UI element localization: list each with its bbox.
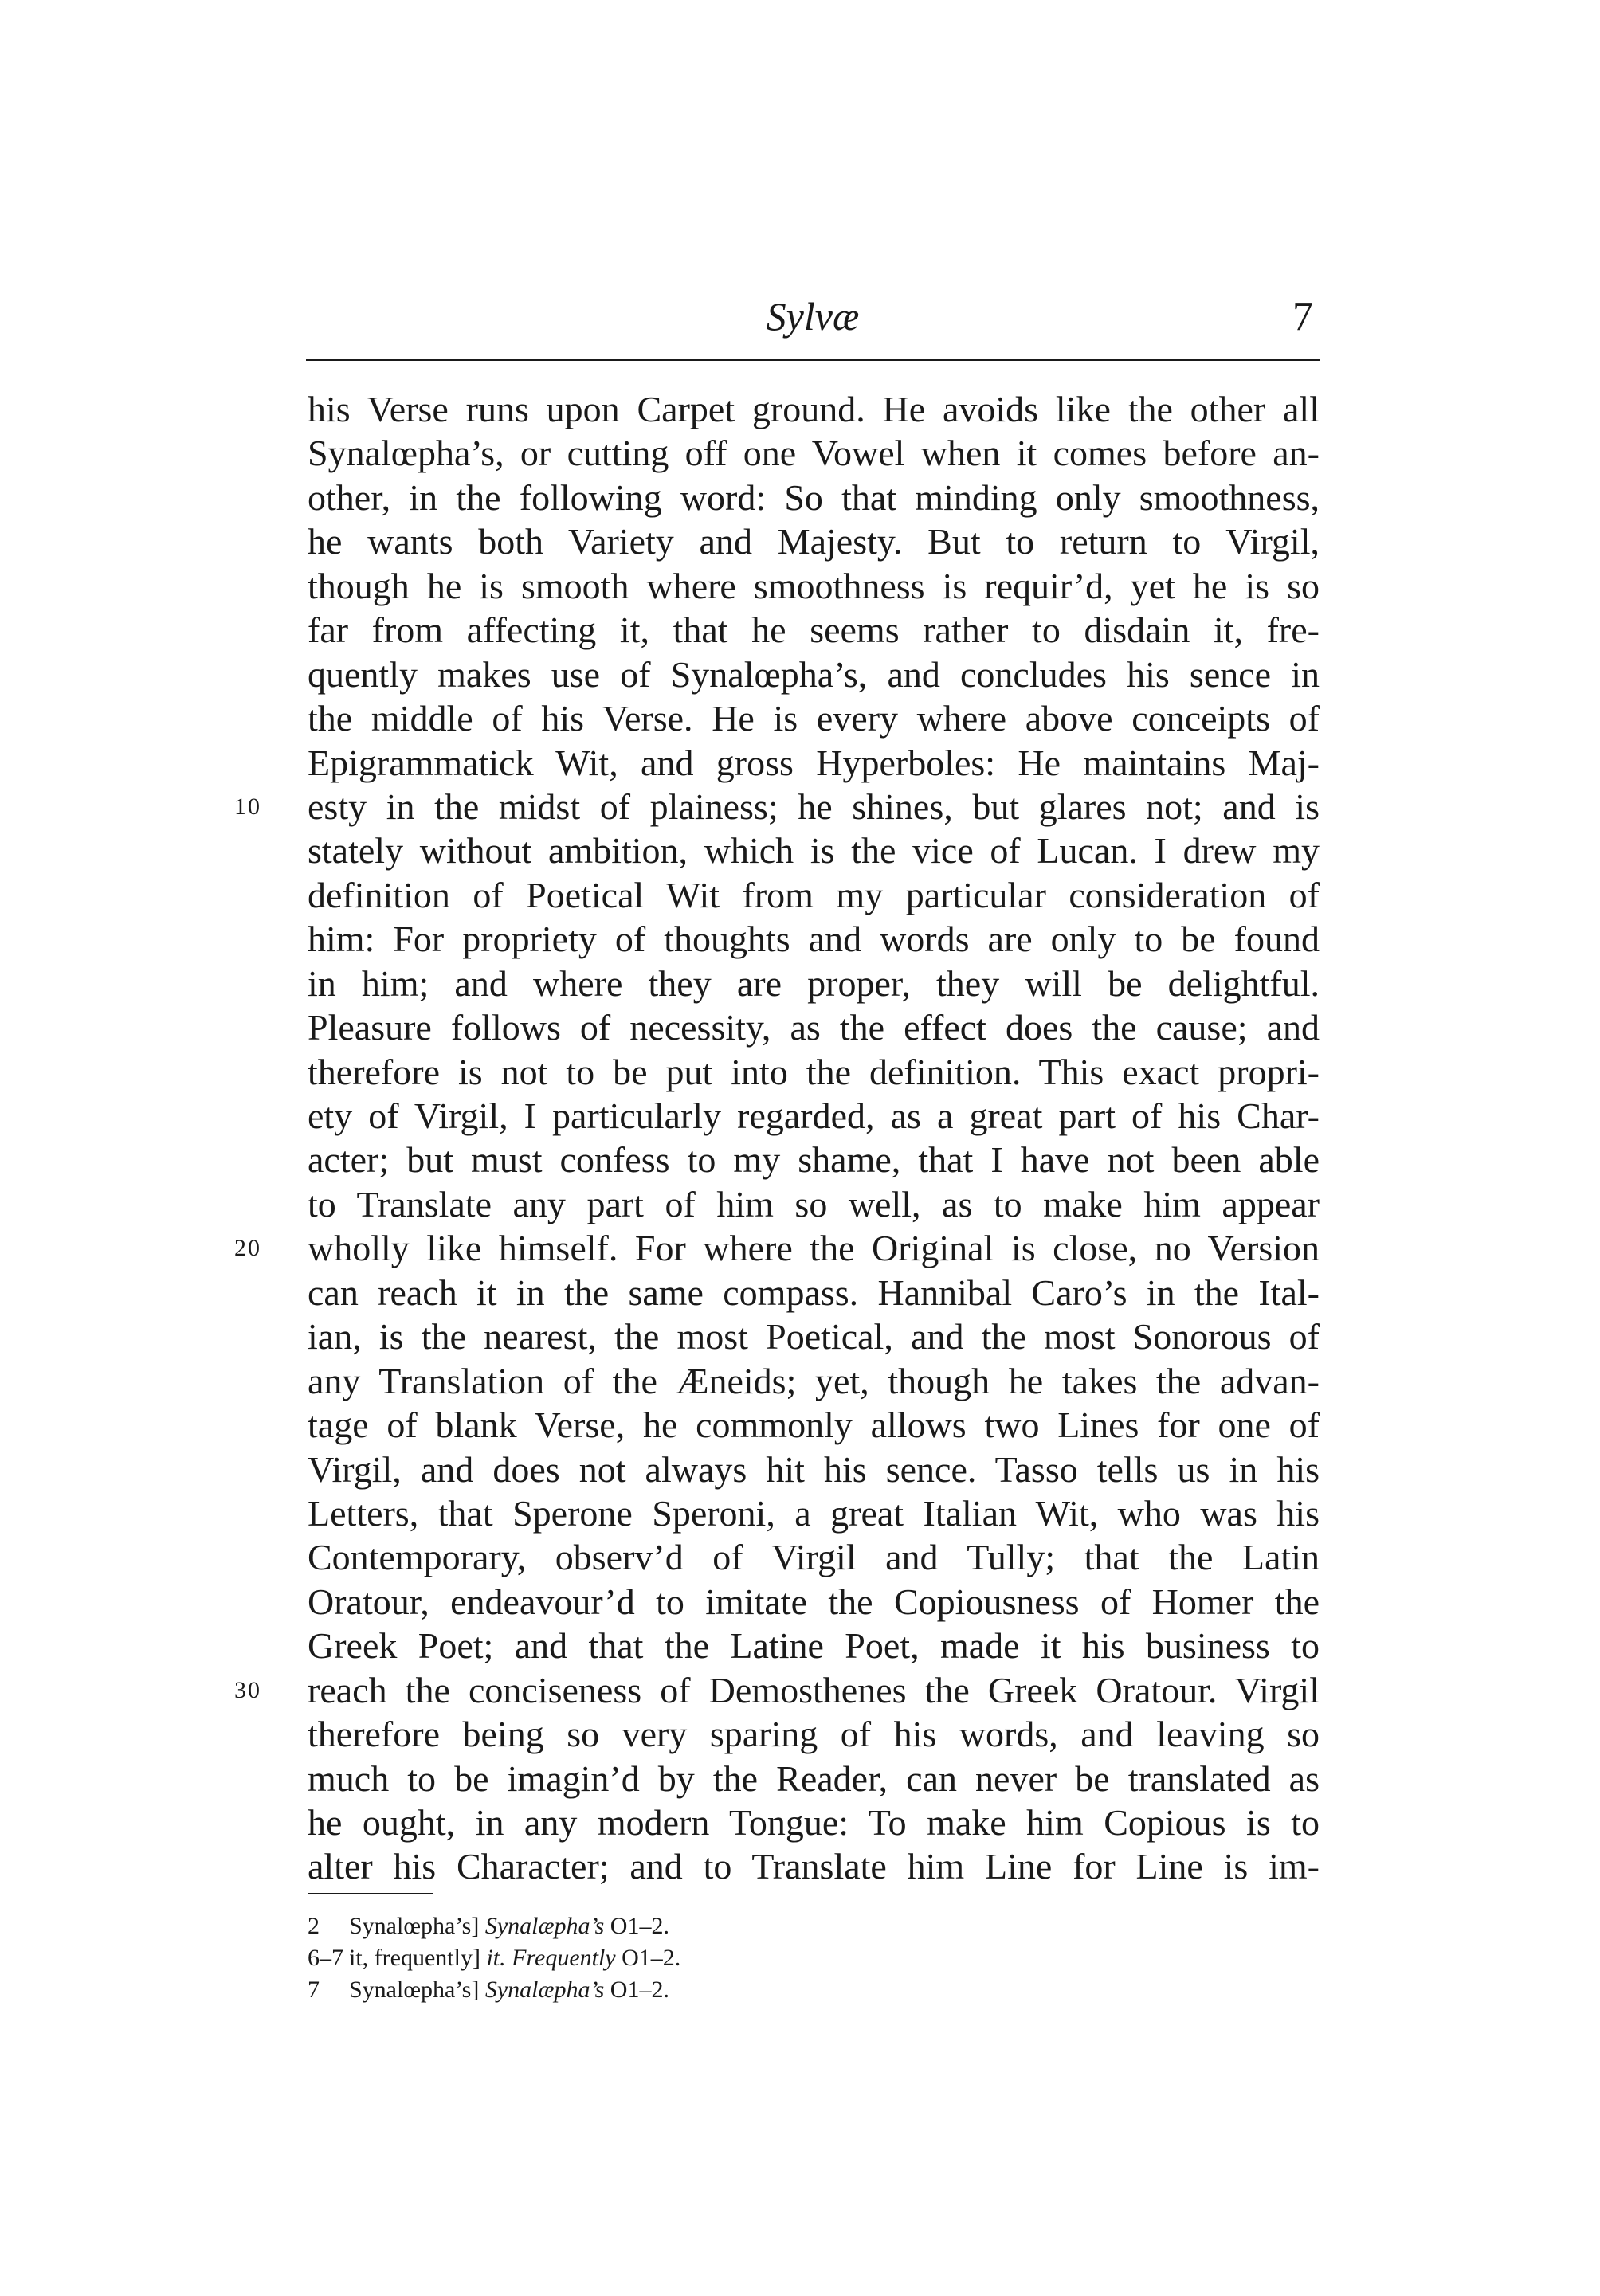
footnote-rule xyxy=(308,1893,433,1894)
line-number: 30 xyxy=(234,1676,261,1703)
line-text: him: For propriety of thoughts and words are only to be found xyxy=(308,919,1320,960)
text-line xyxy=(308,387,1320,431)
line-text: ian, is the nearest, the most Poetical, and the most Sonorous of xyxy=(308,1316,1320,1358)
line-text: he wants both Variety and Majesty. But to return to Virgil, xyxy=(308,521,1320,562)
text-line xyxy=(308,873,1320,917)
footnote-lemma: Synalœpha’s] xyxy=(349,1913,480,1939)
line-text: therefore being so very sparing of his words, and leaving so xyxy=(308,1714,1320,1755)
footnote-ref: 7 xyxy=(308,1977,320,2003)
line-text: he ought, in any modern Tongue: To make him Copious is to xyxy=(308,1802,1320,1843)
line-text: Synalœpha’s, or cutting off one Vowel when it comes before an- xyxy=(308,433,1320,474)
text-line xyxy=(308,608,1320,652)
text-line xyxy=(308,1094,1320,1138)
text-line xyxy=(308,1580,1320,1624)
text-line xyxy=(234,1226,1320,1270)
line-text: stately without ambition, which is the vice of Lucan. I drew my xyxy=(308,830,1320,872)
text-line xyxy=(308,829,1320,872)
footnote-ref: 2 xyxy=(308,1913,320,1939)
footnotes xyxy=(308,1910,1025,2006)
footnote-sigla: O1–2. xyxy=(622,1945,681,1971)
text-line xyxy=(308,519,1320,563)
text-line xyxy=(308,1403,1320,1447)
line-text: Virgil, and does not always hit his sence. Tasso tells us in his xyxy=(308,1448,1320,1490)
line-text: the middle of his Verse. He is every where above conceipts of xyxy=(308,698,1320,739)
line-text: to Translate any part of him so well, as to make him appear xyxy=(308,1183,1320,1224)
line-number: 20 xyxy=(234,1235,261,1262)
running-title: Sylvæ xyxy=(766,294,860,339)
footnote-ref: 6–7 xyxy=(308,1945,343,1971)
line-text: much to be imagin’d by the Reader, can never be translated as xyxy=(308,1757,1320,1799)
text-line xyxy=(308,1800,1320,1844)
footnote-reading: Synalæpha’s xyxy=(484,1977,605,2003)
footnote xyxy=(308,1910,1025,1942)
text-line xyxy=(308,1712,1320,1756)
page-header xyxy=(306,287,1320,361)
text-line xyxy=(308,1182,1320,1226)
footnote-sigla: O1–2. xyxy=(610,1977,669,2003)
text-line xyxy=(308,1271,1320,1315)
line-text: acter; but must confess to my shame, that I have not been able xyxy=(308,1139,1320,1181)
line-text: reach the conciseness of Demosthenes the Greek Oratour. Virgil xyxy=(308,1669,1320,1710)
text-line xyxy=(308,1535,1320,1579)
text-line xyxy=(308,1448,1320,1491)
line-text: esty in the midst of plainess; he shines, but glares not; and is xyxy=(308,786,1320,827)
text-line xyxy=(308,917,1320,961)
text-line xyxy=(308,1138,1320,1181)
text-line xyxy=(308,1624,1320,1667)
footnote-lemma: it, frequently] xyxy=(349,1945,480,1971)
line-text: Letters, that Sperone Speroni, a great Italian Wit, who was his xyxy=(308,1492,1320,1534)
text-line xyxy=(308,1359,1320,1403)
footnote-sigla: O1–2. xyxy=(610,1913,669,1939)
text-line xyxy=(308,476,1320,519)
footnote xyxy=(308,1942,1025,1974)
line-text: though he is smooth where smoothness is requir’d, yet he is so xyxy=(308,565,1320,606)
line-text: Pleasure follows of necessity, as the effect does the cause; and xyxy=(308,1007,1320,1048)
line-text: can reach it in the same compass. Hannibal Caro’s in the Ital- xyxy=(308,1271,1320,1313)
text-line xyxy=(234,785,1320,829)
text-line xyxy=(308,962,1320,1005)
line-text: Greek Poet; and that the Latine Poet, made it his business to xyxy=(308,1625,1320,1667)
line-text: far from affecting it, that he seems rather to disdain it, fre- xyxy=(308,609,1320,651)
text-line xyxy=(308,1315,1320,1358)
text-line xyxy=(308,1005,1320,1049)
line-text: in him; and where they are proper, they will be delightful. xyxy=(308,962,1320,1004)
text-line xyxy=(308,1757,1320,1800)
text-line xyxy=(234,1668,1320,1712)
line-text: Contemporary, observ’d of Virgil and Tully; that the Latin xyxy=(308,1537,1320,1578)
line-text: his Verse runs upon Carpet ground. He avoids like the other all xyxy=(308,389,1320,429)
line-text: definition of Poetical Wit from my particular consideration of xyxy=(308,874,1320,915)
line-text: alter his Character; and to Translate him Line for Line is im- xyxy=(308,1846,1320,1887)
text-line xyxy=(308,1050,1320,1094)
line-text: other, in the following word: So that minding only smoothness, xyxy=(308,476,1320,518)
body-text xyxy=(234,387,1320,1889)
line-text: Epigrammatick Wit, and gross Hyperboles: He maintains Maj- xyxy=(308,742,1320,783)
page-number: 7 xyxy=(1292,294,1313,339)
line-text: any Translation of the Æneids; yet, though he takes the advan- xyxy=(308,1360,1320,1401)
footnote-reading: it. Frequently xyxy=(486,1945,616,1971)
line-text: Oratour, endeavour’d to imitate the Copiousness of Homer the xyxy=(308,1581,1320,1622)
text-line xyxy=(308,564,1320,608)
text-line xyxy=(308,652,1320,696)
footnote-lemma: Synalœpha’s] xyxy=(349,1977,480,2003)
line-text: quently makes use of Synalœpha’s, and concludes his sence in xyxy=(308,653,1320,695)
line-text: wholly like himself. For where the Original is close, no Version xyxy=(308,1228,1320,1269)
footnote-reading: Synalæpha’s xyxy=(484,1913,605,1939)
text-line xyxy=(308,431,1320,475)
line-number: 10 xyxy=(234,793,261,820)
footnote xyxy=(308,1974,1025,2006)
text-line xyxy=(308,696,1320,740)
text-line xyxy=(308,1844,1320,1888)
line-text: therefore is not to be put into the definition. This exact propri- xyxy=(308,1051,1320,1092)
text-line xyxy=(308,741,1320,785)
line-text: ety of Virgil, I particularly regarded, as a great part of his Char- xyxy=(308,1095,1320,1136)
text-line xyxy=(308,1491,1320,1535)
line-text: tage of blank Verse, he commonly allows two Lines for one of xyxy=(308,1405,1320,1446)
